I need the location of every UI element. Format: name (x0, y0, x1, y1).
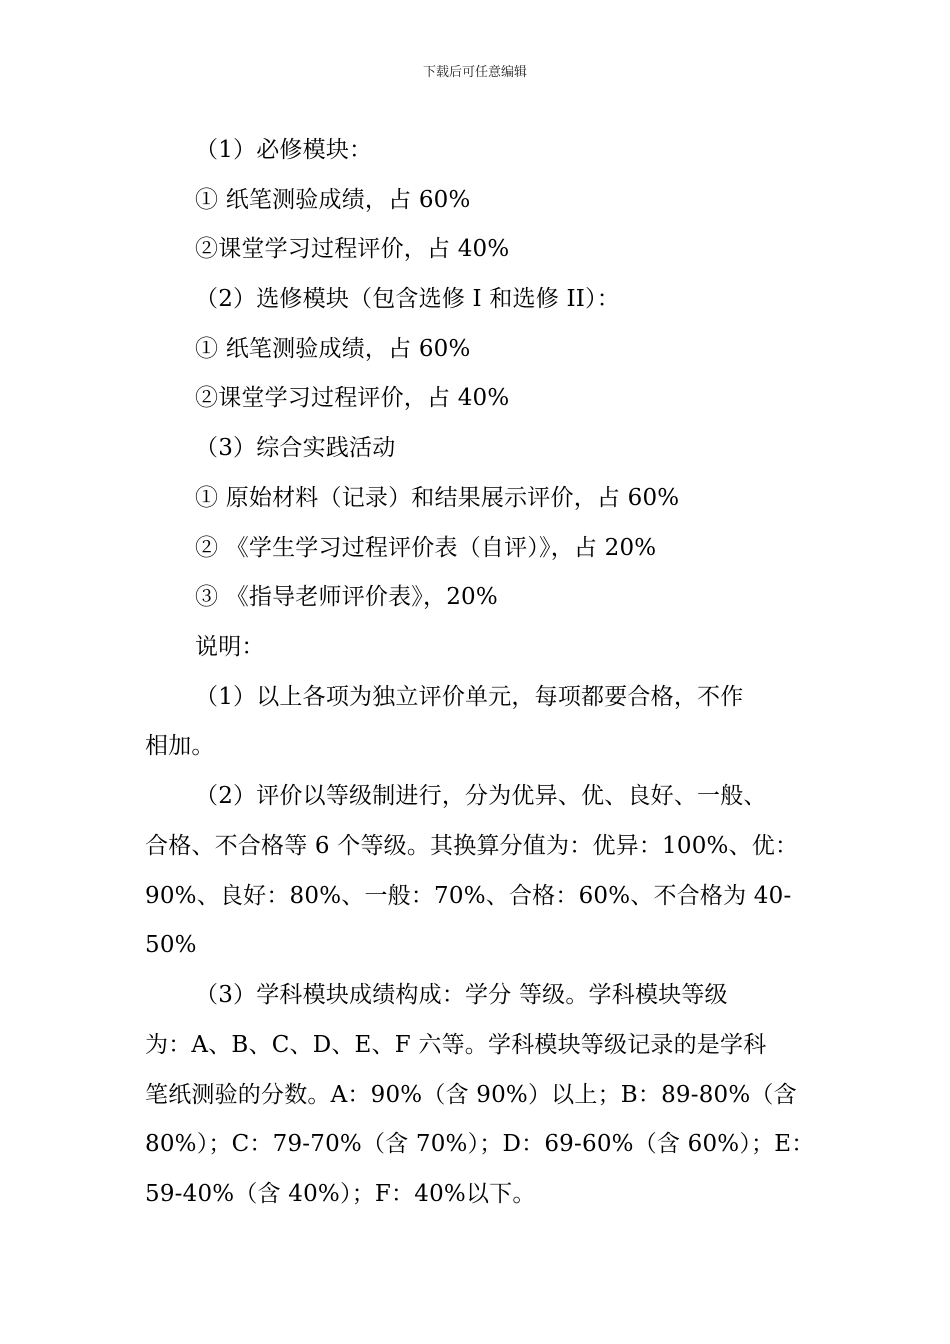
note-2-line: （2）评价以等级制进行，分为优异、优、良好、一般、 (195, 783, 767, 809)
note-3-line: 59-40%（含 40%）；F：40%以下。 (145, 1181, 536, 1207)
note-1-line: 相加。 (145, 733, 215, 759)
note-1-line: （1）以上各项为独立评价单元，每项都要合格，不作 (195, 684, 744, 710)
note-3-line: 笔纸测验的分数。A：90%（含 90%）以上；B：89-80%（含 (145, 1082, 797, 1108)
list-item: ① 原始材料（记录）和结果展示评价，占 60% (195, 485, 680, 511)
section-2-heading: （2）选修模块（包含选修 I 和选修 II）： (195, 286, 620, 312)
note-2-line: 50% (145, 932, 197, 958)
section-1-heading: （1）必修模块： (195, 137, 373, 163)
list-item: ②课堂学习过程评价，占 40% (195, 236, 510, 262)
page-header: 下载后可任意编辑 (422, 65, 527, 80)
note-2-line: 90%、良好：80%、一般：70%、合格：60%、不合格为 40- (145, 883, 792, 909)
note-3-line: （3）学科模块成绩构成：学分 等级。学科模块等级 (195, 982, 728, 1008)
list-item: ③ 《指导老师评价表》，20% (195, 584, 498, 610)
list-item: ① 纸笔测验成绩，占 60% (195, 336, 471, 362)
section-3-heading: （3）综合实践活动 (195, 435, 396, 461)
note-3-line: 80%）；C：79-70%（含 70%）；D：69-60%（含 60%）；E： (145, 1131, 815, 1157)
list-item: ② 《学生学习过程评价表（自评）》，占 20% (195, 535, 657, 561)
notes-heading: 说明： (195, 634, 265, 660)
list-item: ②课堂学习过程评价，占 40% (195, 385, 510, 411)
note-3-line: 为：A、B、C、D、E、F 六等。学科模块等级记录的是学科 (145, 1032, 767, 1058)
list-item: ① 纸笔测验成绩，占 60% (195, 187, 471, 213)
note-2-line: 合格、不合格等 6 个等级。其换算分值为：优异：100%、优： (145, 833, 799, 859)
